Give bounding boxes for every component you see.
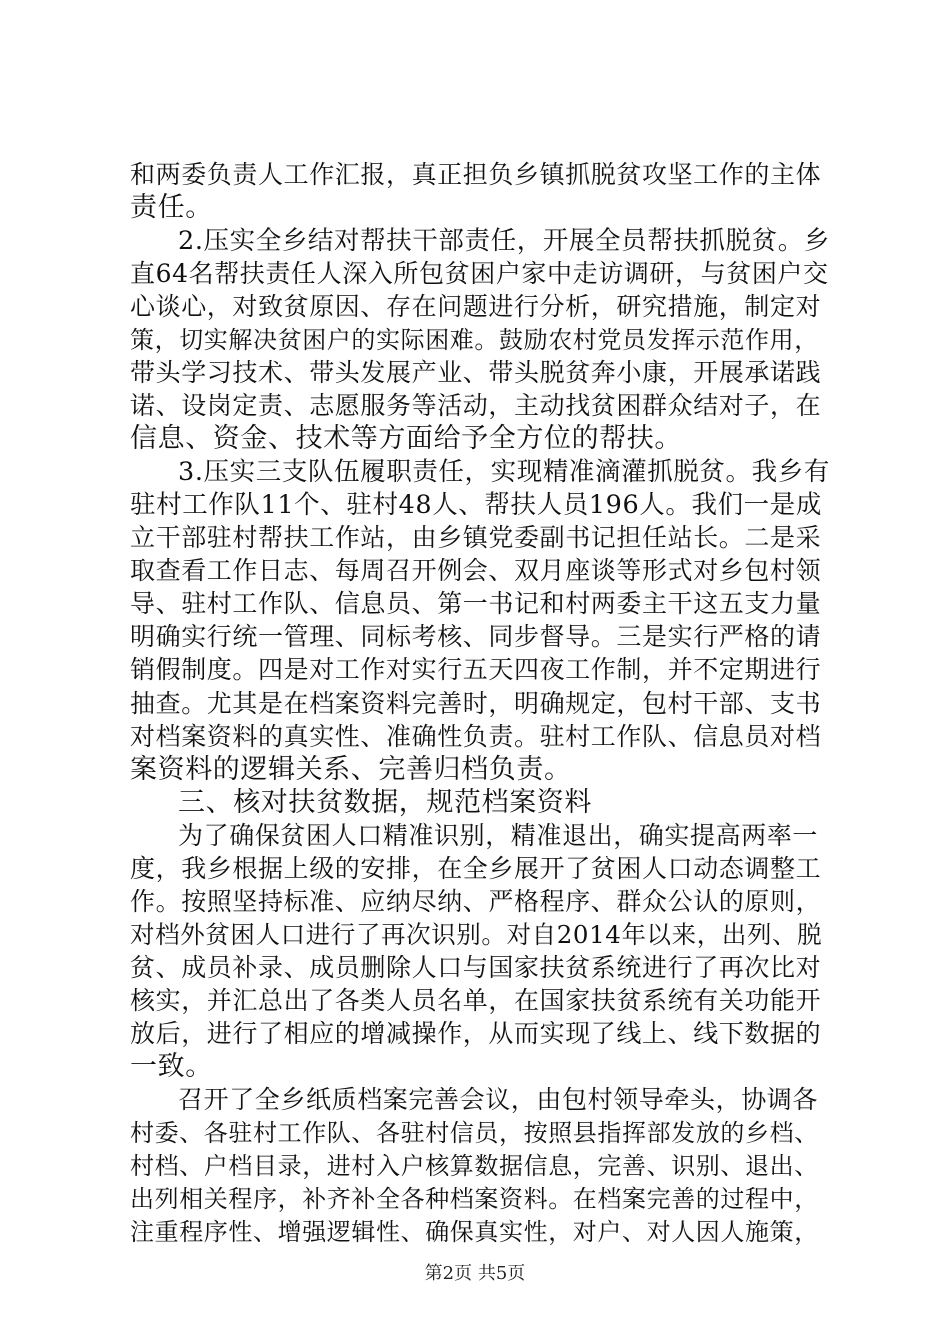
text-line: 取查看工作日志、每周召开例会、双月座谈等形式对乡包村领 <box>130 556 822 586</box>
text-line: 作。按照坚持标准、应纳尽纳、严格程序、群众公认的原则， <box>130 886 822 916</box>
text-line: 明确实行统一管理、同标考核、同步督导。三是实行严格的请 <box>130 622 822 652</box>
section-heading: 三、核对扶贫数据，规范档案资料 <box>178 786 592 818</box>
text-line: 和两委负责人工作汇报，真正担负乡镇抓脱贫攻坚工作的主体 <box>130 160 822 189</box>
text-line: 案资料的逻辑关系、完善归档负责。 <box>130 753 572 785</box>
text-line: 导、驻村工作队、信息员、第一书记和村两委主干这五支力量 <box>130 589 822 619</box>
text-line: 策，切实解决贫困户的实际困难。鼓励农村党员发挥示范作用， <box>130 326 819 355</box>
text-line: 一致。 <box>130 1050 213 1082</box>
text-line: 村委、各驻村工作队、各驻村信员，按照县指挥部发放的乡档、 <box>130 1118 819 1147</box>
text-line: 为了确保贫困人口精准识别，精准退出，确实提高两率一 <box>178 820 819 850</box>
text-line: 销假制度。四是对工作对实行五天四夜工作制，并不定期进行 <box>130 655 822 685</box>
text-line: 对档外贫困人口进行了再次识别。对自2014年以来，出列、脱 <box>130 919 823 949</box>
text-line: 直64名帮扶责任人深入所包贫困户家中走访调研，与贫困户交 <box>130 259 829 289</box>
text-line: 信息、资金、技术等方面给予全方位的帮扶。 <box>130 423 682 455</box>
text-line: 对档案资料的真实性、准确性负责。驻村工作队、信息员对档 <box>130 721 822 751</box>
page-footer: 第2页 共5页 <box>424 1263 526 1284</box>
text-line: 度，我乡根据上级的安排，在全乡展开了贫困人口动态调整工 <box>130 853 822 883</box>
text-line: 贫、成员补录、成员删除人口与国家扶贫系统进行了再次比对 <box>130 952 822 982</box>
text-line: 放后，进行了相应的增减操作，从而实现了线上、线下数据的 <box>130 1018 822 1048</box>
text-line: 带头学习技术、带头发展产业、带头脱贫奔小康，开展承诺践 <box>130 358 822 388</box>
text-line: 核实，并汇总出了各类人员名单，在国家扶贫系统有关功能开 <box>130 985 822 1015</box>
text-line: 诺、设岗定责、志愿服务等活动，主动找贫困群众结对子，在 <box>130 391 822 421</box>
text-line: 村档、户档目录，进村入户核算数据信息，完善、识别、退出、 <box>130 1151 819 1180</box>
text-line: 出列相关程序，补齐补全各种档案资料。在档案完善的过程中， <box>130 1184 819 1213</box>
text-line: 2.压实全乡结对帮扶干部责任，开展全员帮扶抓脱贫。乡 <box>178 226 830 257</box>
text-line: 抽查。尤其是在档案资料完善时，明确规定，包村干部、支书 <box>130 688 822 718</box>
text-line: 驻村工作队11个、驻村48人、帮扶人员196人。我们一是成 <box>130 490 822 521</box>
text-line: 立干部驻村帮扶工作站，由乡镇党委副书记担任站长。二是采 <box>130 523 822 553</box>
text-line: 3.压实三支队伍履职责任，实现精准滴灌抓脱贫。我乡有 <box>178 457 830 488</box>
text-line: 召开了全乡纸质档案完善会议，由包村领导牵头，协调各 <box>178 1084 819 1114</box>
text-line: 注重程序性、增强逻辑性、确保真实性，对户、对人因人施策， <box>130 1218 819 1246</box>
text-line: 心谈心，对致贫原因、存在问题进行分析，研究措施，制定对 <box>130 292 822 322</box>
text-line: 责任。 <box>130 192 213 224</box>
